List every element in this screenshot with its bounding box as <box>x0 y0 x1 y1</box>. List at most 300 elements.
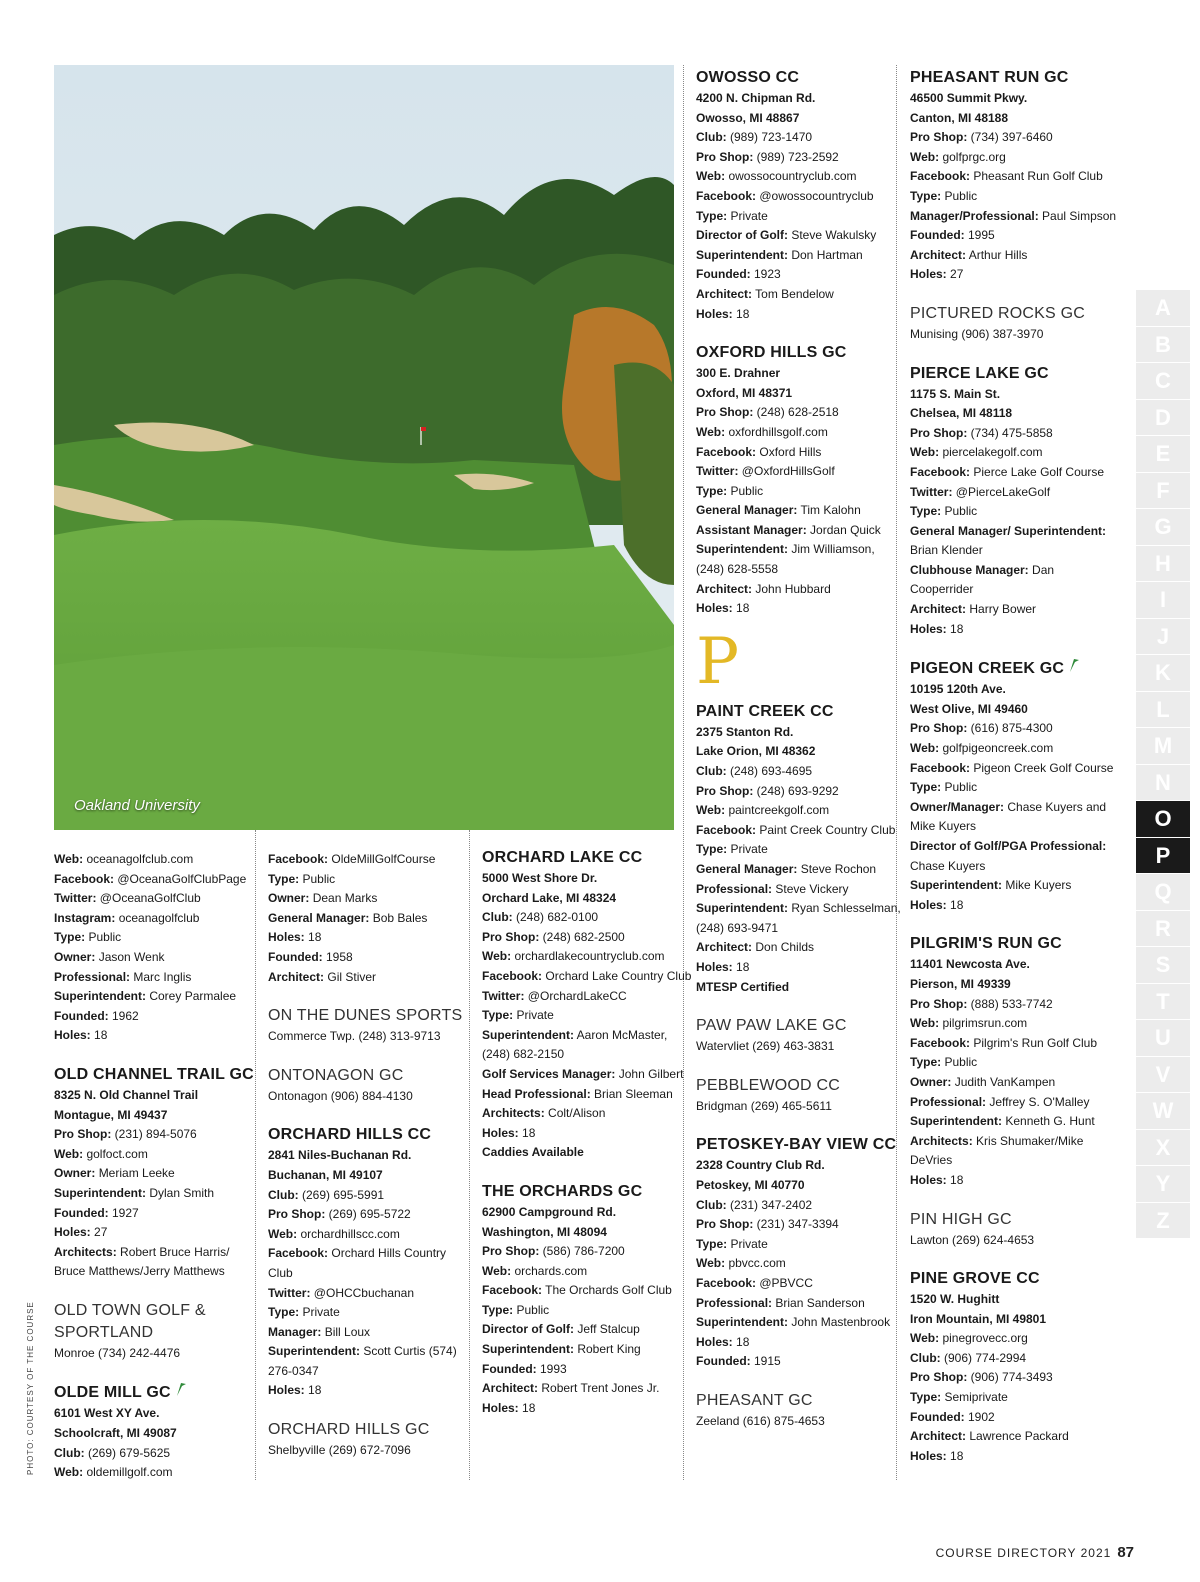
info-value: Bob Bales <box>372 910 428 925</box>
info-value: Robert Bruce Harris/ Bruce Matthews/Jerry Matthews <box>54 1244 230 1279</box>
footer-label: COURSE DIRECTORY 2021 <box>935 1546 1112 1560</box>
info-value: Dylan Smith <box>149 1185 215 1200</box>
info-row <box>696 801 901 821</box>
course-name-text: PIGEON CREEK GC <box>910 660 1065 678</box>
course-name-text: ORCHARD LAKE CC <box>482 849 643 866</box>
info-label: Holes: <box>910 267 947 282</box>
course-address-line: Buchanan, MI 49107 <box>268 1167 383 1182</box>
course-address-line: 46500 Summit Pkwy. <box>910 91 1028 105</box>
info-value: (734) 475-5858 <box>970 425 1053 440</box>
info-row <box>910 837 1115 876</box>
info-value: (231) 347-2402 <box>730 1197 813 1212</box>
course-name-text: OXFORD HILLS GC <box>696 344 847 362</box>
info-label: Facebook: <box>910 760 971 775</box>
info-label: Web: <box>268 1226 298 1241</box>
course-entry <box>696 1390 901 1432</box>
info-label: Assistant Manager: <box>696 522 807 537</box>
info-row <box>696 1294 901 1314</box>
info-row <box>910 1231 1115 1251</box>
alphabet-tab-s[interactable]: S <box>1134 947 1190 983</box>
course-name <box>268 1124 473 1146</box>
info-value: piercelakegolf.com <box>942 445 1043 460</box>
course-address-line: Schoolcraft, MI 49087 <box>54 1426 177 1441</box>
info-value: pinegrovecc.org <box>942 1331 1028 1346</box>
directory-column-5 <box>910 67 1115 1466</box>
info-row <box>910 739 1115 759</box>
info-row <box>696 207 901 227</box>
course-name <box>696 342 901 364</box>
alphabet-tab-o[interactable]: O <box>1134 801 1190 837</box>
info-value: (248) 693-4695 <box>730 764 813 779</box>
info-value: Public <box>944 1055 978 1070</box>
info-row <box>910 1171 1115 1191</box>
alphabet-tab-j[interactable]: J <box>1134 619 1190 655</box>
info-row <box>54 1007 259 1027</box>
course-name <box>696 701 901 723</box>
info-label: Superintendent: <box>910 878 1002 893</box>
info-label: Superintendent: <box>910 1114 1002 1129</box>
info-label: Web: <box>54 1146 84 1161</box>
info-label: Manager: <box>268 1324 322 1339</box>
info-value: Brian Sanderson <box>775 1295 865 1310</box>
info-label: Pro Shop: <box>910 721 968 736</box>
course-name-text: THE ORCHARDS GC <box>482 1182 643 1200</box>
page-number: 87 <box>1117 1544 1134 1561</box>
info-value: Steve Rochon <box>800 862 877 876</box>
info-row <box>54 1463 259 1483</box>
info-row <box>482 928 687 948</box>
info-label: Owner/Manager: <box>910 799 1005 814</box>
alphabet-tab-u[interactable]: U <box>1134 1020 1190 1056</box>
info-label: Founded: <box>696 267 751 282</box>
info-label: Superintendent: <box>268 1344 360 1359</box>
info-row <box>910 1034 1115 1054</box>
info-row <box>910 1093 1115 1113</box>
info-value: Commerce Twp. (248) 313-9713 <box>268 1029 441 1044</box>
info-row <box>696 899 901 938</box>
info-row <box>696 1097 901 1117</box>
info-label: Founded: <box>910 1409 965 1424</box>
info-value: 18 <box>950 621 964 636</box>
info-value: 1927 <box>112 1205 139 1220</box>
info-value: (989) 723-1470 <box>730 130 813 145</box>
info-label: Founded: <box>910 228 965 243</box>
info-row <box>268 1087 473 1107</box>
course-address-line: 2375 Stanton Rd. <box>696 724 794 739</box>
info-row <box>54 1204 259 1224</box>
info-row <box>268 1027 473 1047</box>
info-value: 18 <box>308 1383 322 1398</box>
info-row <box>54 987 259 1007</box>
course-entry <box>910 1209 1115 1251</box>
info-label: Pro Shop: <box>696 405 754 420</box>
info-label: Pro Shop: <box>268 1207 326 1222</box>
info-value: @OHCCbuchanan <box>313 1285 415 1300</box>
alphabet-tab-z[interactable]: Z <box>1134 1203 1190 1239</box>
info-row <box>482 1104 687 1124</box>
info-row <box>696 501 901 521</box>
info-label: Web: <box>54 1465 84 1480</box>
info-value: oceanagolfclub <box>118 910 200 925</box>
info-value: 1923 <box>754 267 781 282</box>
info-row <box>910 759 1115 779</box>
info-value: Ontonagon (906) 884-4130 <box>268 1088 413 1103</box>
info-row <box>910 483 1115 503</box>
info-row <box>910 778 1115 798</box>
info-label: Type: <box>696 1236 728 1251</box>
info-row <box>696 443 901 463</box>
alphabet-tab-f[interactable]: F <box>1134 473 1190 509</box>
info-value: 27 <box>950 267 964 282</box>
info-row <box>54 1026 259 1046</box>
course-name <box>54 1064 259 1086</box>
info-value: 27 <box>94 1225 108 1240</box>
course-name-text: PICTURED ROCKS GC <box>910 304 1085 322</box>
course-name-text: ORCHARD HILLS GC <box>268 1421 430 1439</box>
info-row <box>910 522 1115 561</box>
info-label: Professional: <box>910 1094 987 1109</box>
info-row <box>696 148 901 168</box>
info-row <box>696 1352 901 1372</box>
info-label: Superintendent: <box>54 989 146 1004</box>
info-label: Club: <box>268 1187 299 1202</box>
course-entry <box>268 1124 473 1401</box>
alphabet-tab-x[interactable]: X <box>1134 1130 1190 1166</box>
course-name <box>696 1075 901 1097</box>
info-label: Superintendent: <box>696 247 788 262</box>
alphabet-tab-t[interactable]: T <box>1134 984 1190 1020</box>
info-value: Corey Parmalee <box>149 989 237 1004</box>
info-label: Holes: <box>696 1334 733 1349</box>
course-entry <box>910 363 1115 640</box>
info-row <box>910 876 1115 896</box>
info-value: golfoct.com <box>86 1146 148 1161</box>
info-label: Superintendent: <box>696 901 788 916</box>
course-address-line: Lake Orion, MI 48362 <box>696 744 816 759</box>
info-label: Holes: <box>696 601 733 616</box>
course-address-line: West Olive, MI 49460 <box>910 701 1028 716</box>
info-row <box>910 325 1115 345</box>
course-entry <box>268 1419 473 1461</box>
info-row <box>54 1125 259 1145</box>
info-label: Superintendent: <box>54 1185 146 1200</box>
course-name <box>696 67 901 89</box>
info-value: Steve Wakulsky <box>791 228 877 243</box>
course-name-text: OWOSSO CC <box>696 69 800 86</box>
info-row <box>696 1412 901 1432</box>
info-label: Architect: <box>268 969 325 984</box>
course-address-line: 8325 N. Old Channel Trail <box>54 1087 199 1102</box>
course-entry <box>268 1005 473 1047</box>
info-label: Founded: <box>482 1361 537 1376</box>
info-value: (989) 723-2592 <box>756 149 839 164</box>
info-label: Pro Shop: <box>696 149 754 164</box>
course-name <box>910 67 1115 89</box>
info-value: Steve Vickery <box>775 881 849 896</box>
info-row <box>696 762 901 782</box>
info-value: Pierce Lake Golf Course <box>973 464 1105 479</box>
info-row <box>696 1196 901 1216</box>
info-value: (248) 693-9292 <box>756 783 839 798</box>
directory-column-2 <box>268 850 473 1461</box>
info-row <box>910 187 1115 207</box>
alphabet-tab-l[interactable]: L <box>1134 692 1190 728</box>
info-row <box>910 226 1115 246</box>
info-row <box>268 1284 473 1304</box>
info-value: orchards.com <box>514 1263 588 1278</box>
info-row <box>482 1242 687 1262</box>
info-row <box>696 821 901 841</box>
info-label: Superintendent: <box>696 1315 788 1330</box>
course-address-line: 1520 W. Hughitt <box>910 1292 1000 1307</box>
info-value: Colt/Alison <box>548 1106 606 1121</box>
alphabet-tab-d[interactable]: D <box>1134 400 1190 436</box>
course-name-text: ON THE DUNES SPORTS <box>268 1007 463 1025</box>
info-value: Paint Creek Country Club <box>759 822 896 837</box>
info-row <box>482 1262 687 1282</box>
info-label: Architect: <box>696 581 753 596</box>
info-row <box>54 1223 259 1243</box>
info-value: John Hubbard <box>755 581 831 596</box>
info-row <box>910 148 1115 168</box>
info-row <box>696 462 901 482</box>
info-row <box>696 1215 901 1235</box>
info-row <box>910 1053 1115 1073</box>
info-value: Dean Marks <box>312 891 378 906</box>
alphabet-tab-m[interactable]: M <box>1134 728 1190 764</box>
info-label: Facebook: <box>54 871 115 886</box>
info-value: Lawton (269) 624-4653 <box>910 1232 1035 1247</box>
info-label: Type: <box>696 483 728 498</box>
info-row <box>54 1164 259 1184</box>
info-label: Facebook: <box>910 1035 971 1050</box>
info-label: Club: <box>910 1350 941 1365</box>
info-label: Club: <box>696 1197 727 1212</box>
info-label: Club: <box>54 1445 85 1460</box>
course-entry <box>696 1134 901 1372</box>
info-value: (734) 397-6460 <box>970 130 1053 145</box>
info-label: Holes: <box>268 930 305 945</box>
info-row <box>482 1360 687 1380</box>
info-value: Kenneth G. Hunt <box>1005 1114 1095 1129</box>
course-entry <box>910 657 1115 915</box>
info-row <box>696 167 901 187</box>
info-value: John Gilbert <box>618 1066 684 1081</box>
course-name <box>268 1005 473 1027</box>
info-row <box>910 896 1115 916</box>
info-row <box>54 909 259 929</box>
golf-flag-icon <box>1068 657 1080 673</box>
alphabet-tab-p[interactable]: P <box>1134 838 1190 874</box>
course-address-line: 300 E. Drahner <box>696 366 781 381</box>
info-label: Owner: <box>910 1074 952 1089</box>
info-label: Facebook: <box>696 444 757 459</box>
course-name-text: PAINT CREEK CC <box>696 702 834 720</box>
info-label: Architect: <box>696 286 753 301</box>
alphabet-index <box>1134 290 1190 1239</box>
info-value: Tom Bendelow <box>755 286 834 301</box>
info-label: Holes: <box>482 1125 519 1140</box>
info-row <box>696 978 901 998</box>
info-row <box>696 226 901 246</box>
directory-column-1 <box>54 850 259 1483</box>
info-value: (888) 533-7742 <box>970 996 1053 1011</box>
course-entry <box>54 1381 259 1482</box>
course-name <box>54 1381 259 1404</box>
alphabet-tab-n[interactable]: N <box>1134 765 1190 801</box>
info-label: Founded: <box>54 1008 109 1023</box>
course-name <box>696 1390 901 1412</box>
info-value: 18 <box>736 959 750 974</box>
info-value: Jordan Quick <box>810 522 881 537</box>
info-label: Web: <box>910 445 940 460</box>
info-value: Ryan Schlesselman, (248) 693-9471 <box>696 901 901 935</box>
info-value: pilgrimsrun.com <box>942 1016 1028 1031</box>
info-row <box>482 1340 687 1360</box>
info-value: Don Childs <box>755 940 815 955</box>
alphabet-tab-b[interactable]: B <box>1134 327 1190 363</box>
course-name <box>268 1065 473 1087</box>
page-footer <box>936 1544 1134 1561</box>
info-row <box>910 600 1115 620</box>
info-label: Twitter: <box>482 988 525 1003</box>
info-row <box>910 265 1115 285</box>
info-label: Pro Shop: <box>910 130 968 145</box>
info-value: Public <box>944 504 978 519</box>
info-value: 18 <box>736 306 750 321</box>
info-row <box>696 1037 901 1057</box>
course-name-text: PINE GROVE CC <box>910 1270 1040 1288</box>
info-row <box>696 1235 901 1255</box>
info-row <box>268 948 473 968</box>
alphabet-tab-e[interactable]: E <box>1134 436 1190 472</box>
info-label: Type: <box>482 1302 514 1317</box>
info-value: Public <box>88 930 122 945</box>
info-label: General Manager: <box>696 862 798 876</box>
course-name <box>910 303 1115 325</box>
info-value: @OrchardLakeCC <box>527 988 627 1003</box>
info-row <box>910 1427 1115 1447</box>
info-row <box>696 580 901 600</box>
info-value: oldemillgolf.com <box>86 1465 173 1480</box>
info-value: Public <box>302 871 336 886</box>
info-label: Architects: <box>482 1106 545 1121</box>
course-entry <box>696 1075 901 1117</box>
course-address-line: 2841 Niles-Buchanan Rd. <box>268 1148 412 1163</box>
info-value: (616) 875-4300 <box>970 721 1053 736</box>
info-label: Professional: <box>696 1295 773 1310</box>
alphabet-tab-c[interactable]: C <box>1134 363 1190 399</box>
info-row <box>910 1132 1115 1171</box>
info-label: Twitter: <box>54 891 97 906</box>
photo-credit: PHOTO: COURTESY OF THE COURSE <box>26 1301 35 1475</box>
info-label: Director of Golf/PGA Professional: <box>910 839 1107 853</box>
info-value: Kris Shumaker/Mike DeVries <box>910 1133 1084 1168</box>
info-value: (586) 786-7200 <box>542 1244 625 1259</box>
alphabet-tab-w[interactable]: W <box>1134 1093 1190 1129</box>
info-row <box>268 1225 473 1245</box>
course-address-line: 5000 West Shore Dr. <box>482 871 598 885</box>
info-label: Twitter: <box>696 464 739 479</box>
info-label: Professional: <box>54 969 131 984</box>
info-value: 1958 <box>326 949 353 964</box>
info-label: Web: <box>910 149 940 164</box>
course-name <box>910 363 1115 385</box>
info-label: Professional: <box>696 881 773 896</box>
info-value: 18 <box>736 1334 750 1349</box>
info-label: Director of Golf: <box>482 1322 574 1337</box>
info-value: 18 <box>522 1125 536 1140</box>
course-entry <box>696 67 901 324</box>
info-value: orchardlakecountryclub.com <box>514 949 665 964</box>
info-value: oceanagolfclub.com <box>86 852 194 866</box>
info-row <box>482 1026 687 1065</box>
info-value: Pilgrim's Run Golf Club <box>973 1035 1098 1050</box>
course-entry <box>482 847 692 1163</box>
info-row <box>482 1065 687 1085</box>
info-label: Type: <box>696 842 728 857</box>
directory-column-4-p-section <box>696 701 901 1432</box>
info-value: Private <box>730 1236 768 1251</box>
course-name-text: ORCHARD HILLS CC <box>268 1126 432 1144</box>
info-row <box>910 719 1115 739</box>
info-value: Shelbyville (269) 672-7096 <box>268 1443 411 1458</box>
alphabet-tab-k[interactable]: K <box>1134 655 1190 691</box>
course-entry <box>268 850 473 987</box>
info-label: Web: <box>482 949 512 964</box>
info-value: Lawrence Packard <box>969 1429 1069 1444</box>
info-label: Director of Golf: <box>696 228 788 243</box>
alphabet-tab-v[interactable]: V <box>1134 1057 1190 1093</box>
info-value: (248) 682-2500 <box>542 929 625 944</box>
info-value: Bridgman (269) 465-5611 <box>696 1098 832 1113</box>
info-label: Facebook: <box>696 822 757 837</box>
course-name-text: PIERCE LAKE GC <box>910 364 1049 382</box>
info-label: Pro Shop: <box>482 929 540 944</box>
info-value: Jason Wenk <box>98 949 165 964</box>
alphabet-tab-q[interactable]: Q <box>1134 874 1190 910</box>
info-row <box>482 1143 687 1163</box>
info-row <box>54 870 259 890</box>
info-label: Pro Shop: <box>910 1370 968 1385</box>
info-value: Public <box>944 188 978 203</box>
info-value: Aaron McMaster, (248) 682-2150 <box>482 1027 668 1062</box>
info-value: golfpigeoncreek.com <box>942 741 1054 756</box>
info-value: Monroe (734) 242-4476 <box>54 1345 181 1360</box>
alphabet-tab-a[interactable]: A <box>1134 290 1190 326</box>
info-label: Superintendent: <box>696 542 788 557</box>
info-row <box>482 1006 687 1026</box>
alphabet-tab-g[interactable]: G <box>1134 509 1190 545</box>
info-value: @OceanaGolfClubPage <box>117 871 247 886</box>
course-address-line: 4200 N. Chipman Rd. <box>696 91 816 105</box>
info-value: 1995 <box>968 228 995 243</box>
info-row <box>696 246 901 266</box>
info-row <box>910 207 1115 227</box>
info-label: Founded: <box>696 1354 751 1369</box>
alphabet-tab-y[interactable]: Y <box>1134 1166 1190 1202</box>
info-row <box>268 1186 473 1206</box>
alphabet-tab-i[interactable]: I <box>1134 582 1190 618</box>
info-row <box>268 1303 473 1323</box>
course-address-line: 10195 120th Ave. <box>910 682 1006 697</box>
info-value: Oxford Hills <box>759 444 822 459</box>
alphabet-tab-h[interactable]: H <box>1134 546 1190 582</box>
info-label: Clubhouse Manager: <box>910 562 1029 577</box>
alphabet-tab-r[interactable]: R <box>1134 911 1190 947</box>
info-row <box>268 1381 473 1401</box>
info-row <box>268 889 473 909</box>
